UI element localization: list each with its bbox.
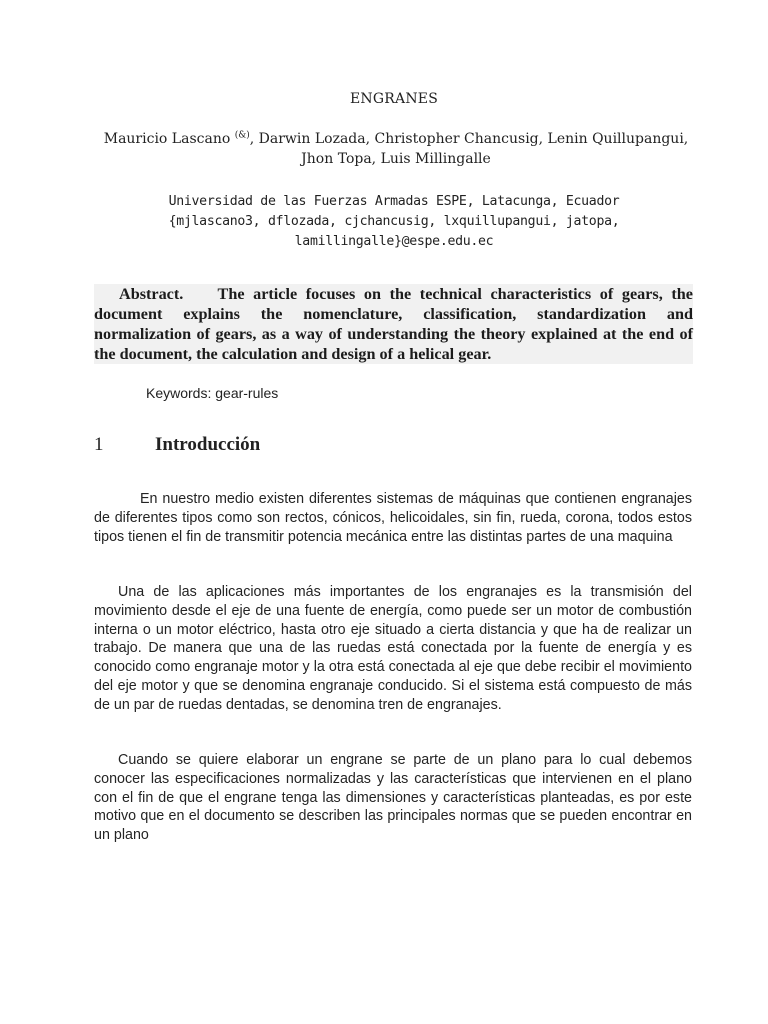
paragraph: En nuestro medio existen diferentes sistemas de máquinas que contienen engranajes de diferentes tipos como son rectos, cónicos, helicoidales, sin fin, rueda, corona, todos estos tipos tienen el fin de transmitir potencia mecánica entre las distintas partes de una maquina	[94, 491, 692, 545]
abstract-block	[94, 284, 693, 364]
section-title: Introducción	[155, 434, 261, 455]
author-first: Mauricio Lascano	[103, 131, 235, 147]
abstract-label: Abstract.	[119, 285, 184, 303]
paragraph: Cuando se quiere elaborar un engrane se parte de un plano para lo cual debemos conocer las especificaciones normalizadas y las características que intervienen en el plano con el fin de que el engrane tenga las dimensiones y características planteadas, es por este motivo que en el documento se describen las principales normas que se pueden encontrar en un plano	[94, 752, 692, 844]
section-heading	[94, 434, 260, 456]
keywords: Keywords: gear-rules	[146, 385, 279, 401]
corresponding-author-mark: (&)	[234, 130, 250, 141]
affiliation	[120, 192, 668, 252]
paper-title: ENGRANES	[350, 91, 438, 107]
author-list	[96, 129, 696, 169]
section-number: 1	[94, 434, 104, 455]
abstract-text: The article focuses on the technical characteristics of gears, the document explains the nomenclature, classification, standardization and normalization of gears, as a way of understanding the theory explained at the end of the document, the calculation and design of a helical gear.	[94, 285, 693, 363]
affiliation-emails: {mjlascano3, dflozada, cjchancusig, lxquillupangui, jatopa, lamillingalle}@espe.edu.ec	[168, 214, 620, 249]
paragraph: Una de las aplicaciones más importantes de los engranajes es la transmisión del movimiento desde el eje de una fuente de energía, como puede ser un motor de combustión interna o un motor eléctrico, hasta otro eje situado a cierta distancia y que ha de realizar un trabajo. De manera que una de las ruedas está conectada por la fuente de energía y es conocido como engranaje motor y la otra está conectada al eje que debe recibir el movimiento del eje motor y que se denomina engranaje conducido. Si el sistema está compuesto de más de un par de ruedas dentadas, se denomina tren de engranajes.	[94, 584, 692, 713]
author-others: , Darwin Lozada, Christopher Chancusig, Lenin Quillupangui, Jhon Topa, Luis Millingalle	[249, 131, 689, 167]
affiliation-institution: Universidad de las Fuerzas Armadas ESPE, Latacunga, Ecuador	[168, 194, 620, 209]
